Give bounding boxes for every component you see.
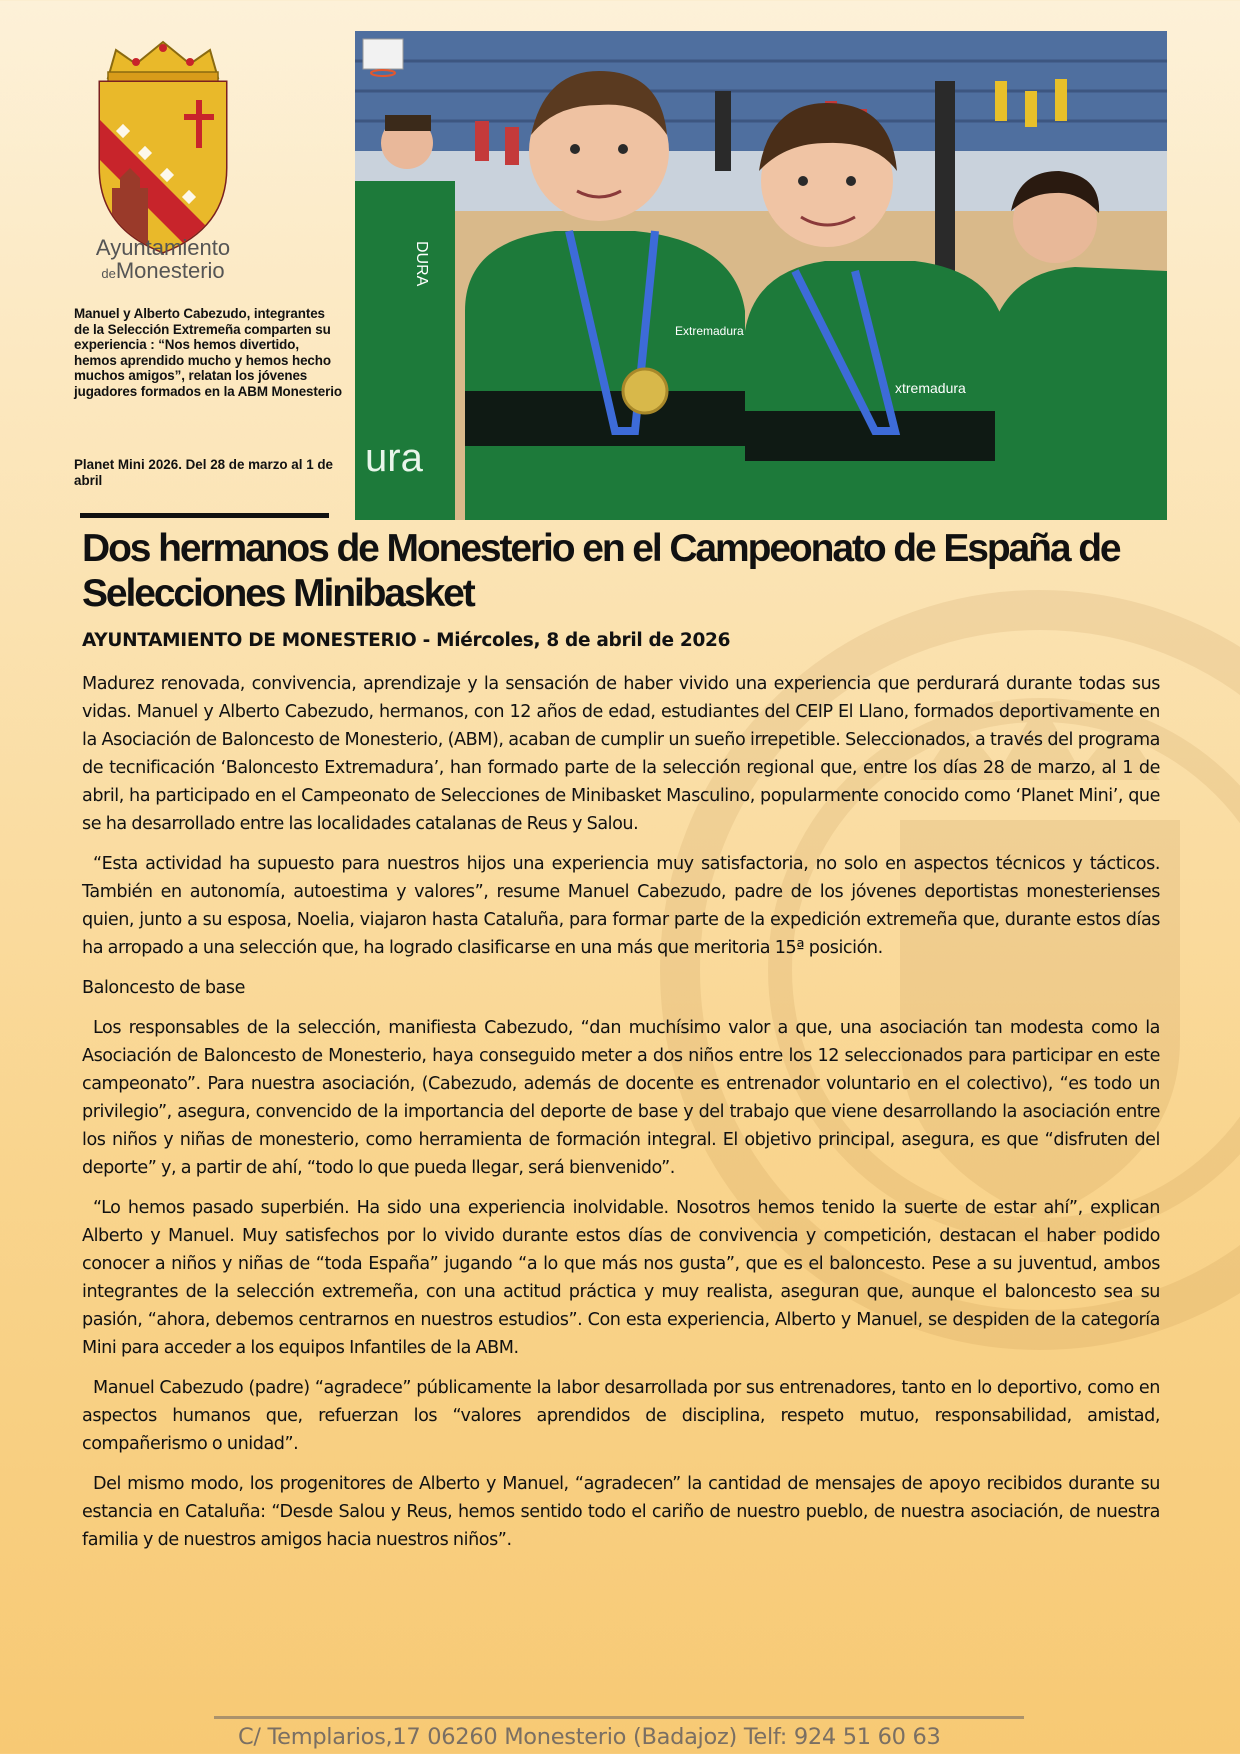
section-subhead: Baloncesto de base xyxy=(82,978,245,998)
footer-address: C/ Templarios,17 06260 Monesterio (Badajoz) Telf: 924 51 60 63 xyxy=(238,1724,941,1750)
byline-source: AYUNTAMIENTO DE MONESTERIO xyxy=(82,630,417,651)
footer-divider xyxy=(214,1716,1024,1719)
logo-line1: Ayuntamiento xyxy=(95,235,231,260)
article-headline: Dos hermanos de Monesterio en el Campeonato de España de Selecciones Minibasket xyxy=(82,527,1120,615)
event-note: Planet Mini 2026. Del 28 de marzo al 1 de abril xyxy=(74,457,333,488)
paragraph-4: “Lo hemos pasado superbién. Ha sido una experiencia inolvidable. Nosotros hemos tenido la suerte de estar ahí”, explican Alberto y Manuel. Muy satisfechos por lo vivido durante estos días de convivencia y competición, destacan el haber podido conocer a niños y niñas de “toda España” jugando “a lo que más nos gusta”, que es el baloncesto. Pese a su juventud, ambos integrantes de la selección extremeña, con una actitud práctica y muy realista, aseguran que, aunque el baloncesto sea su pasión, “ahora, debemos centrarnos en nuestros estudios”. Con esta experiencia, Alberto y Manuel, se despiden de la categoría Mini para acceder a los equipos Infantiles de la ABM. xyxy=(82,1198,1160,1358)
byline-separator: - xyxy=(416,630,437,651)
paragraph-5: Manuel Cabezudo (padre) “agradece” públicamente la labor desarrollada por sus entrenadores, tanto en lo deportivo, como en aspectos humanos que, refuerzan los “valores aprendidos de disciplina, respeto mutuo, responsabilidad, amistad, compañerismo o unidad”. xyxy=(82,1378,1160,1454)
logo-wordmark xyxy=(70,236,256,282)
photo-scarf-text: DURA xyxy=(413,241,430,287)
byline-date: Miércoles, 8 de abril de 2026 xyxy=(436,630,731,651)
photo-jersey-text-1: Extremadura xyxy=(675,324,744,338)
paragraph-6: Del mismo modo, los progenitores de Alberto y Manuel, “agradecen” la cantidad de mensajes de apoyo recibidos durante su estancia en Cataluña: “Desde Salou y Reus, hemos sentido todo el cariño de nuestro pueblo, de nuestra asociación, de nuestra familia y de nuestros amigos hacia nuestros niños”. xyxy=(82,1474,1160,1550)
logo-line2 xyxy=(70,259,256,282)
paragraph-3: Los responsables de la selección, manifiesta Cabezudo, “dan muchísimo valor a que, una asociación tan modesta como la Asociación de Baloncesto de Monesterio, haya conseguido meter a dos niños entre los 12 seleccionados para participar en este campeonato”. Para nuestra asociación, (Cabezudo, además de docente es entrenador voluntario en el colectivo), “es todo un privilegio”, asegura, convencido de la importancia del deporte de base y del trabajo que viene desarrollando la asociación entre los niños y niñas de monesterio, como herramienta de formación integral. El objetivo principal, asegura, es que “disfruten del deporte” y, a partir de ahí, “todo lo que pueda llegar, será bienvenido”. xyxy=(82,1018,1160,1178)
paragraph-2: “Esta actividad ha supuesto para nuestros hijos una experiencia muy satisfactoria, no solo en aspectos técnicos y tácticos. También en autonomía, autoestima y valores”, resume Manuel Cabezudo, padre de los jóvenes deportistas monesterienses quien, junto a su esposa, Noelia, viajaron hasta Cataluña, para formar parte de la expedición extremeña que, durante estos días ha arropado a una selección que, ha logrado clasificarse en una más que meritoria 15ª posición. xyxy=(82,854,1160,958)
divider-rule xyxy=(80,513,329,518)
news-photo xyxy=(355,31,1167,520)
paragraph-1: Madurez renovada, convivencia, aprendizaje y la sensación de haber vivido una experiencia que perdurará durante todas sus vidas. Manuel y Alberto Cabezudo, hermanos, con 12 años de edad, estudiantes del CEIP El Llano, formados deportivamente en la Asociación de Baloncesto de Monesterio, (ABM), acaban de cumplir un sueño irrepetible. Seleccionados, a través del programa de tecnificación ‘Baloncesto Extremadura’, han formado parte de la selección regional que, entre los días 28 de marzo, al 1 de abril, ha participado en el Campeonato de Selecciones de Minibasket Masculino, popularmente conocido como ‘Planet Mini’, que se ha desarrollado entre las localidades catalanas de Reus y Salou. xyxy=(82,674,1160,834)
article-byline xyxy=(82,630,1172,651)
logo-line2-prefix: de xyxy=(101,266,116,282)
article-body xyxy=(82,670,1160,1566)
photo-side-text: ura xyxy=(365,436,423,480)
photo-caption: Manuel y Alberto Cabezudo, integrantes de la Selección Extremeña comparten su experiencia : “Nos hemos divertido, hemos aprendido mucho y hemos hecho muchos amigos”, relatan los jóvenes jugadores formados en la ABM Monesterio xyxy=(74,306,342,399)
logo-line2-name: Monesterio xyxy=(115,258,225,284)
photo-jersey-text-2: xtremadura xyxy=(895,380,966,396)
